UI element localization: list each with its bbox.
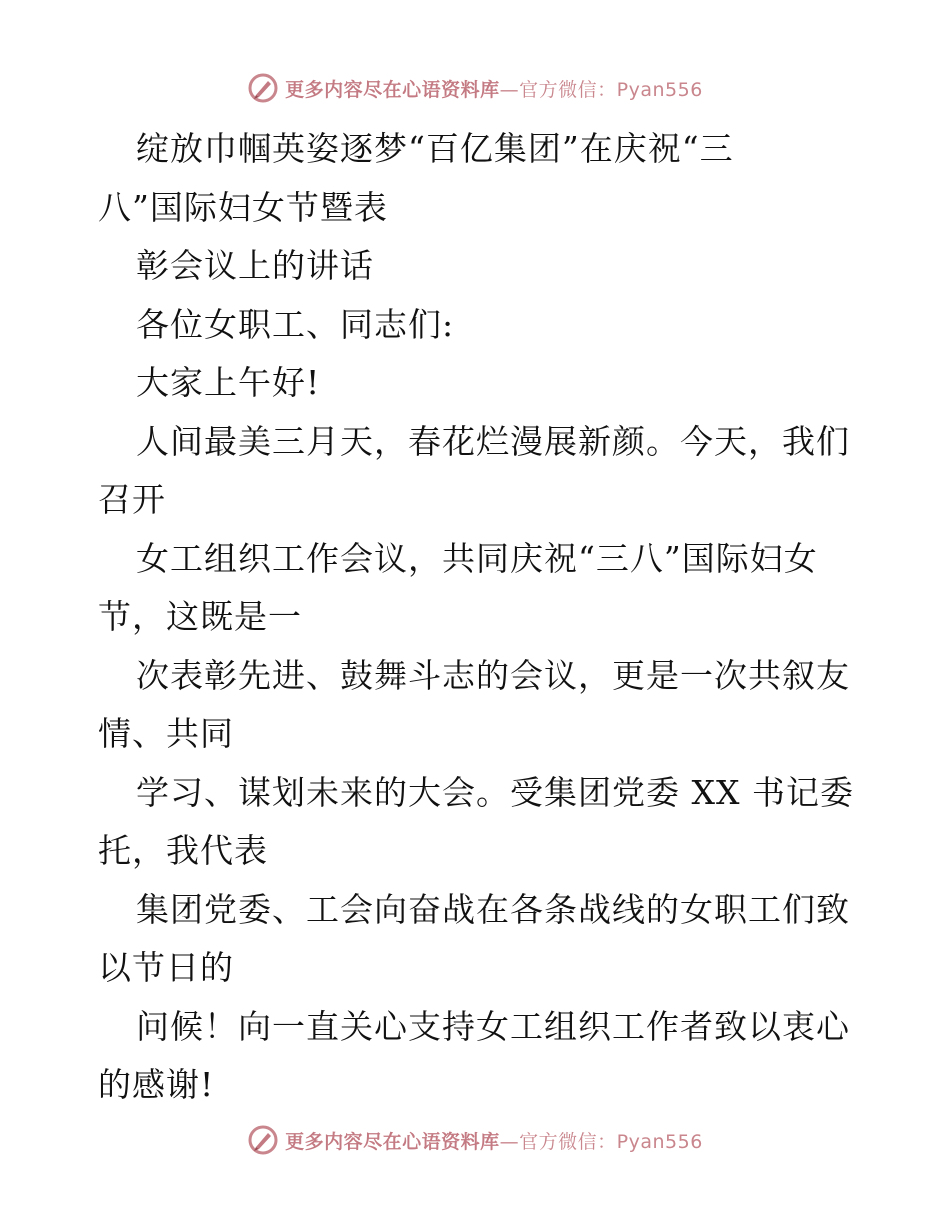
paragraph-line: 绽放巾帼英姿逐梦“百亿集团”在庆祝“三	[136, 129, 734, 168]
paragraph-line: 人间最美三月天，春花烂漫展新颜。今天，我们	[136, 421, 850, 461]
paragraph-line: 八”国际妇女节暨表	[98, 187, 388, 227]
paragraph-line: 召开	[98, 480, 166, 519]
banner-rest: —官方微信：Pyan556	[499, 1130, 703, 1153]
paragraph-line: 问候！向一直关心支持女工组织工作者致以衷心	[136, 1006, 850, 1046]
paragraph-line: 集团党委、工会向奋战在各条战线的女职工们致	[136, 889, 850, 929]
paragraph-line: 各位女职工、同志们:	[136, 304, 455, 344]
document-body	[98, 120, 858, 1115]
paragraph-line: 彰会议上的讲话	[136, 246, 374, 285]
paragraph-line: 的感谢!	[98, 1065, 215, 1104]
paragraph-line: 节，这既是一	[98, 597, 302, 636]
paragraph-line: 托，我代表	[98, 831, 268, 870]
header-watermark-banner	[0, 68, 950, 108]
banner-rest: —官方微信：Pyan556	[499, 78, 703, 101]
paragraph-line: 以节日的	[98, 948, 234, 987]
paragraph-line: 女工组织工作会议，共同庆祝“三八”国际妇女	[136, 538, 818, 578]
paragraph-line: 次表彰先进、鼓舞斗志的会议，更是一次共叙友	[136, 655, 850, 695]
banner-highlight: 更多内容尽在心语资料库	[285, 78, 500, 101]
paragraph-line: 情、共同	[98, 714, 234, 753]
pen-logo-icon	[247, 72, 279, 104]
banner-highlight: 更多内容尽在心语资料库	[285, 1130, 500, 1153]
footer-watermark-banner	[0, 1120, 950, 1160]
paragraph-line: 学习、谋划未来的大会。受集团党委 XX 书记委	[136, 772, 854, 812]
banner-text	[285, 1127, 703, 1154]
paragraph-line: 大家上午好!	[136, 363, 321, 402]
pen-logo-icon	[247, 1124, 279, 1156]
banner-text	[285, 75, 703, 102]
